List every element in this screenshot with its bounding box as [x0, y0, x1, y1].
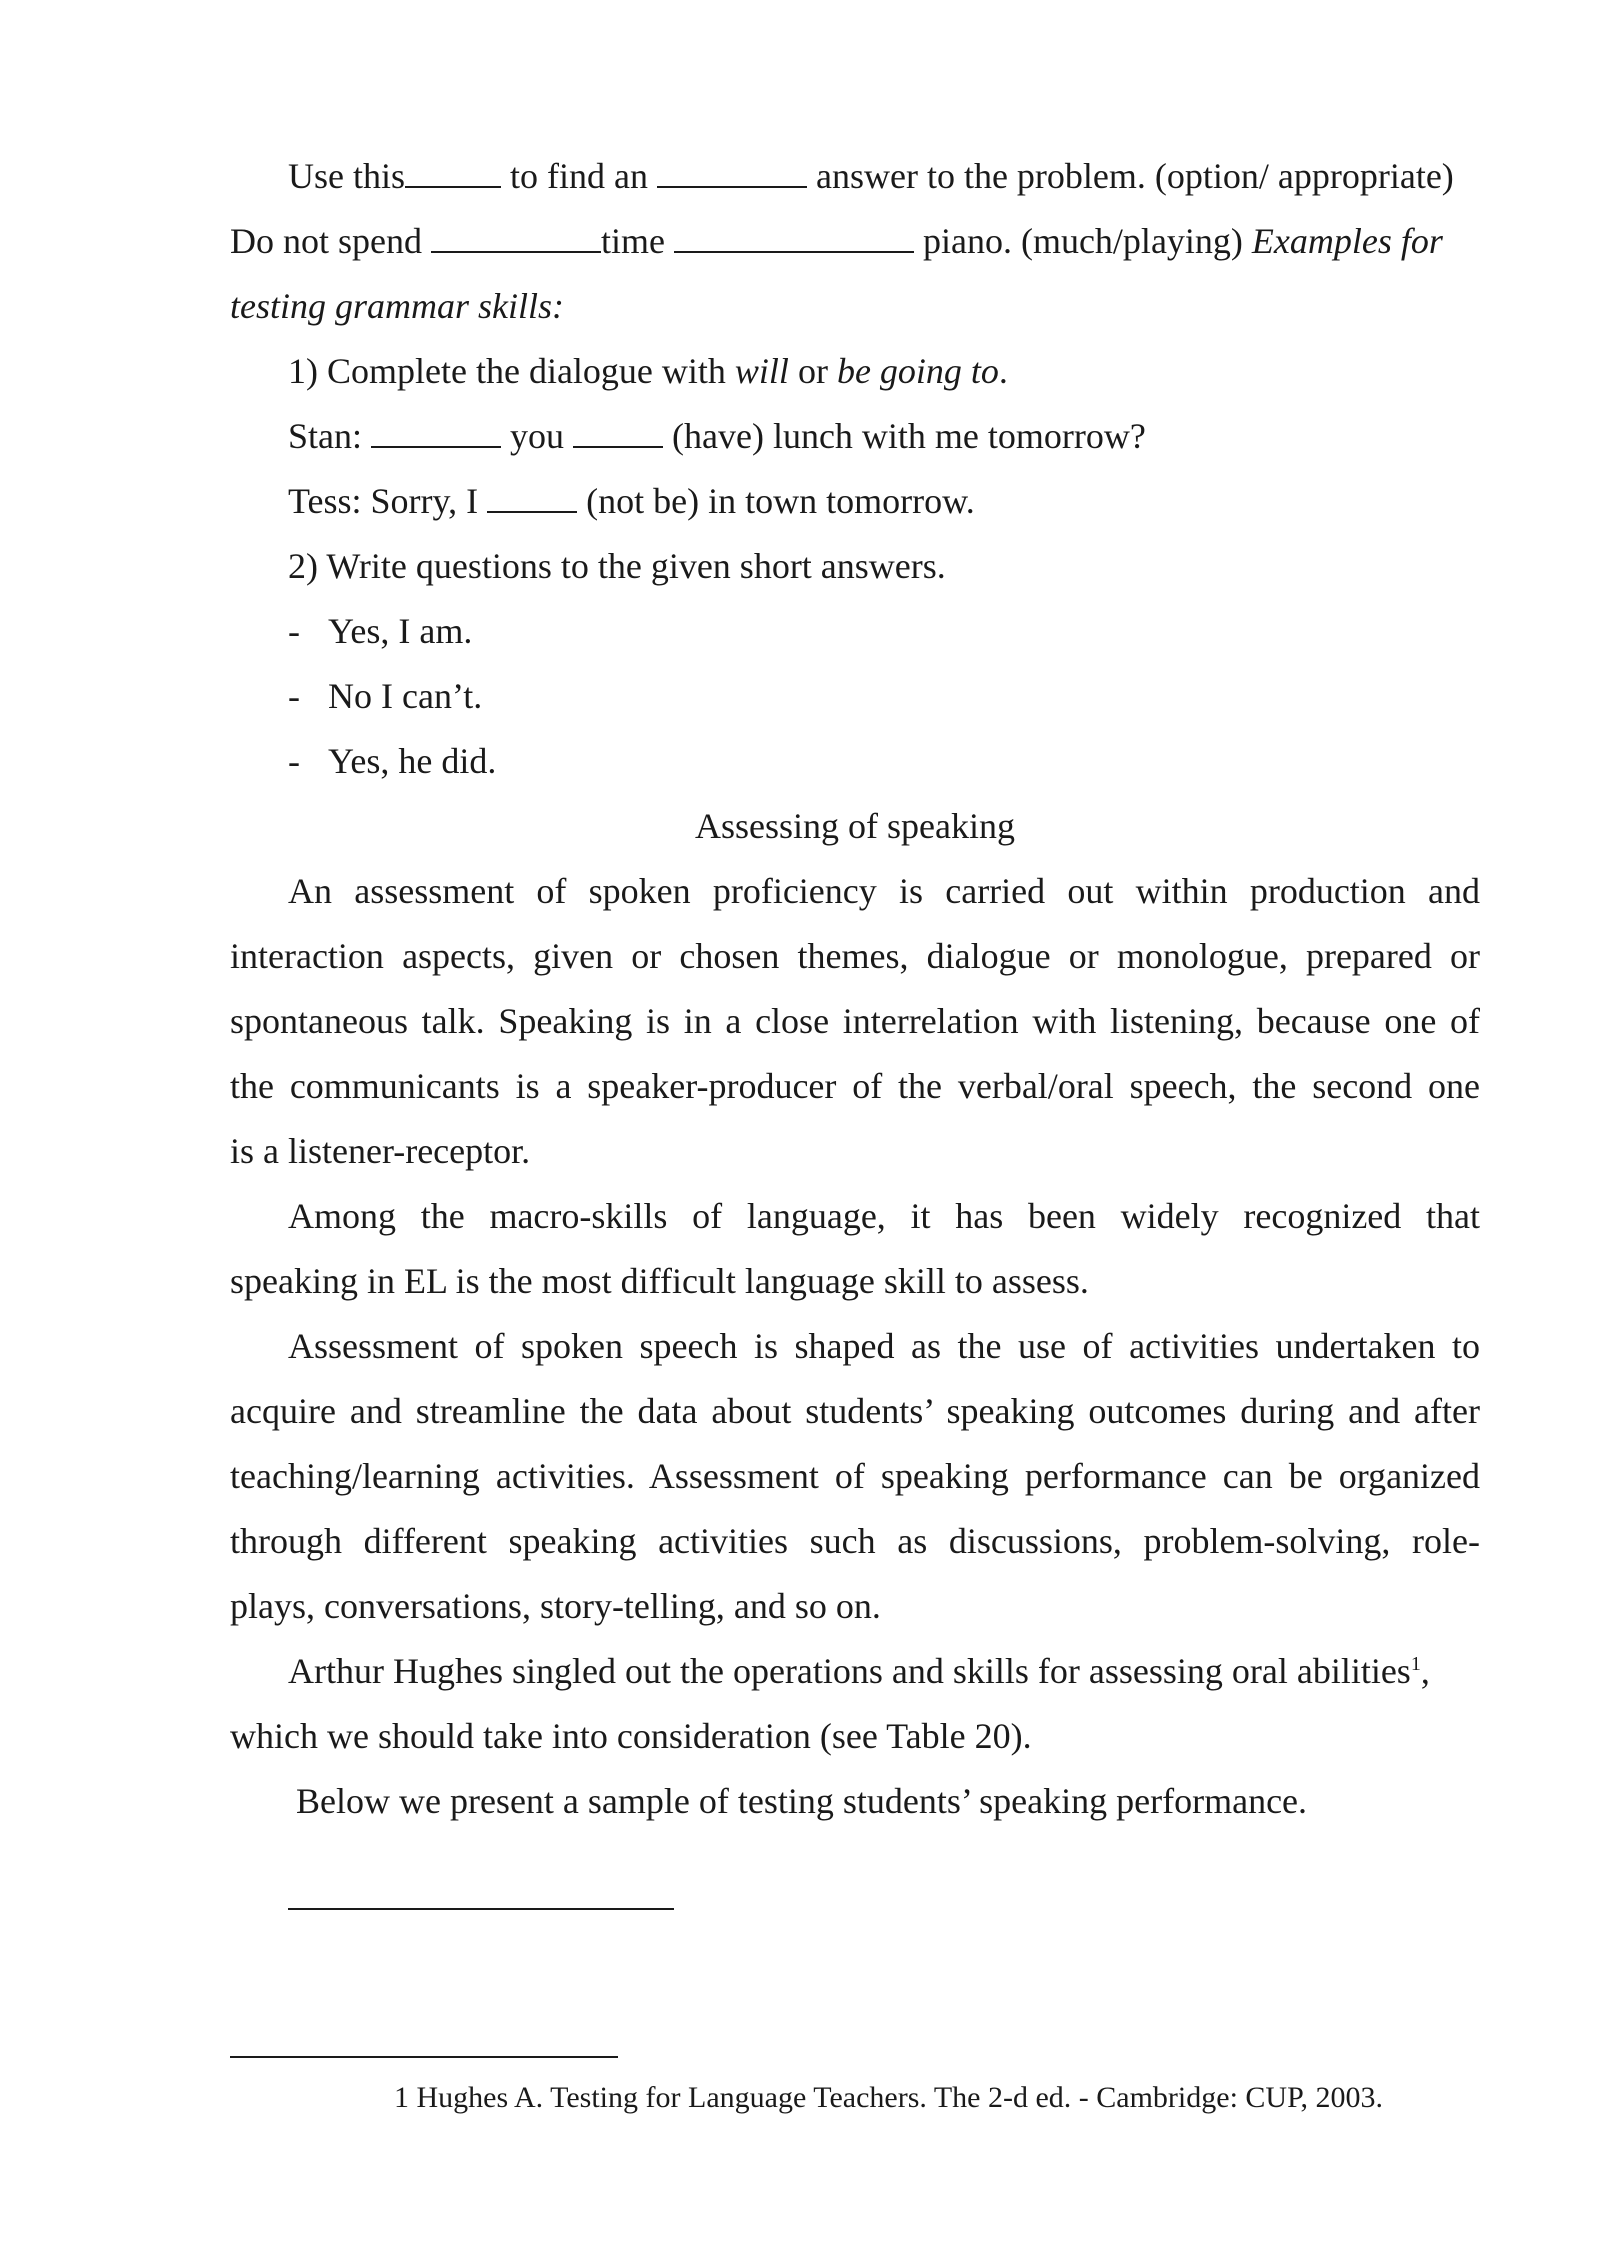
paragraph-line: acquire and streamline the data about students’ speaking outcomes during and after	[230, 1391, 1480, 1431]
paragraph-line: the communicants is a speaker-producer of the verbal/oral speech, the second one	[230, 1066, 1480, 1106]
exercise-line-2	[230, 215, 1480, 267]
text: or	[797, 351, 828, 391]
paragraph-line: An assessment of spoken proficiency is carried out within production and	[288, 871, 1480, 911]
paragraph-line: speaking in EL is the most difficult language skill to assess.	[230, 1261, 1089, 1301]
answer-item	[288, 735, 1538, 787]
section-heading: Assessing of speaking	[695, 806, 1015, 846]
dialogue-tess	[288, 475, 1538, 527]
text: Arthur Hughes singled out the operations and skills for assessing oral abilities	[288, 1651, 1411, 1691]
text: 1) Complete the dialogue with	[288, 351, 726, 391]
text: Yes, he did.	[328, 741, 497, 781]
task-1	[288, 345, 1538, 397]
exercise-line-1	[288, 150, 1538, 202]
text: Use this	[288, 156, 405, 196]
blank	[371, 418, 501, 448]
blank	[657, 158, 807, 188]
paragraph-line: interaction aspects, given or chosen themes, dialogue or monologue, prepared or	[230, 936, 1480, 976]
blank	[674, 223, 914, 253]
paragraph-line: Below we present a sample of testing students’ speaking performance.	[296, 1781, 1308, 1821]
text: answer to the problem. (option/ appropriate)	[815, 156, 1454, 196]
answer-item	[288, 605, 1538, 657]
blank-rule	[288, 1908, 674, 1910]
text: you	[510, 416, 565, 456]
text: (have) lunch with me tomorrow?	[672, 416, 1146, 456]
task-2	[288, 540, 1538, 592]
footnote-separator	[230, 2056, 618, 2058]
paragraph-line: plays, conversations, story-telling, and so on.	[230, 1586, 881, 1626]
paragraph-line: Among the macro-skills of language, it has been widely recognized that	[288, 1196, 1480, 1236]
text: .	[998, 351, 1008, 391]
blank	[487, 483, 577, 513]
paragraph-line: is a listener-receptor.	[230, 1131, 531, 1171]
italic-text: will	[734, 351, 789, 391]
text: Tess: Sorry, I	[288, 481, 479, 521]
blank	[573, 418, 663, 448]
blank	[431, 223, 601, 253]
dash: -	[288, 676, 300, 716]
text: No I can’t.	[328, 676, 483, 716]
paragraph-line: spontaneous talk. Speaking is in a close interrelation with listening, because one of	[230, 1001, 1480, 1041]
text: to find an	[510, 156, 648, 196]
footnote: 1 Hughes A. Testing for Language Teachers. The 2-d ed. - Cambridge: CUP, 2003.	[394, 2081, 1383, 2114]
paragraph-line	[288, 1645, 1538, 1697]
paragraph-line: which we should take into consideration (see Table 20).	[230, 1716, 1032, 1756]
text: (not be) in town tomorrow.	[586, 481, 975, 521]
text: time	[601, 221, 665, 261]
dash: -	[288, 611, 300, 651]
exercise-line-3	[230, 280, 1480, 332]
text: Stan:	[288, 416, 363, 456]
paragraph-line: teaching/learning activities. Assessment of speaking performance can be organized	[230, 1456, 1480, 1496]
paragraph-line: through different speaking activities such as discussions, problem-solving, role-	[230, 1521, 1480, 1561]
dash: -	[288, 741, 300, 781]
italic-text: be going to	[836, 351, 999, 391]
answer-item	[288, 670, 1538, 722]
dialogue-stan	[288, 410, 1538, 462]
text: Do not spend	[230, 221, 422, 261]
footnote-ref: 1	[1410, 1653, 1421, 1675]
blank	[405, 158, 501, 188]
text: ,	[1420, 1651, 1430, 1691]
text: Yes, I am.	[328, 611, 473, 651]
italic-text: testing grammar skills:	[230, 286, 565, 326]
text: 2) Write questions to the given short answers.	[288, 546, 946, 586]
italic-text: Examples for	[1251, 221, 1443, 261]
text: piano. (much/playing)	[922, 221, 1243, 261]
paragraph-line: Assessment of spoken speech is shaped as the use of activities undertaken to	[288, 1326, 1480, 1366]
